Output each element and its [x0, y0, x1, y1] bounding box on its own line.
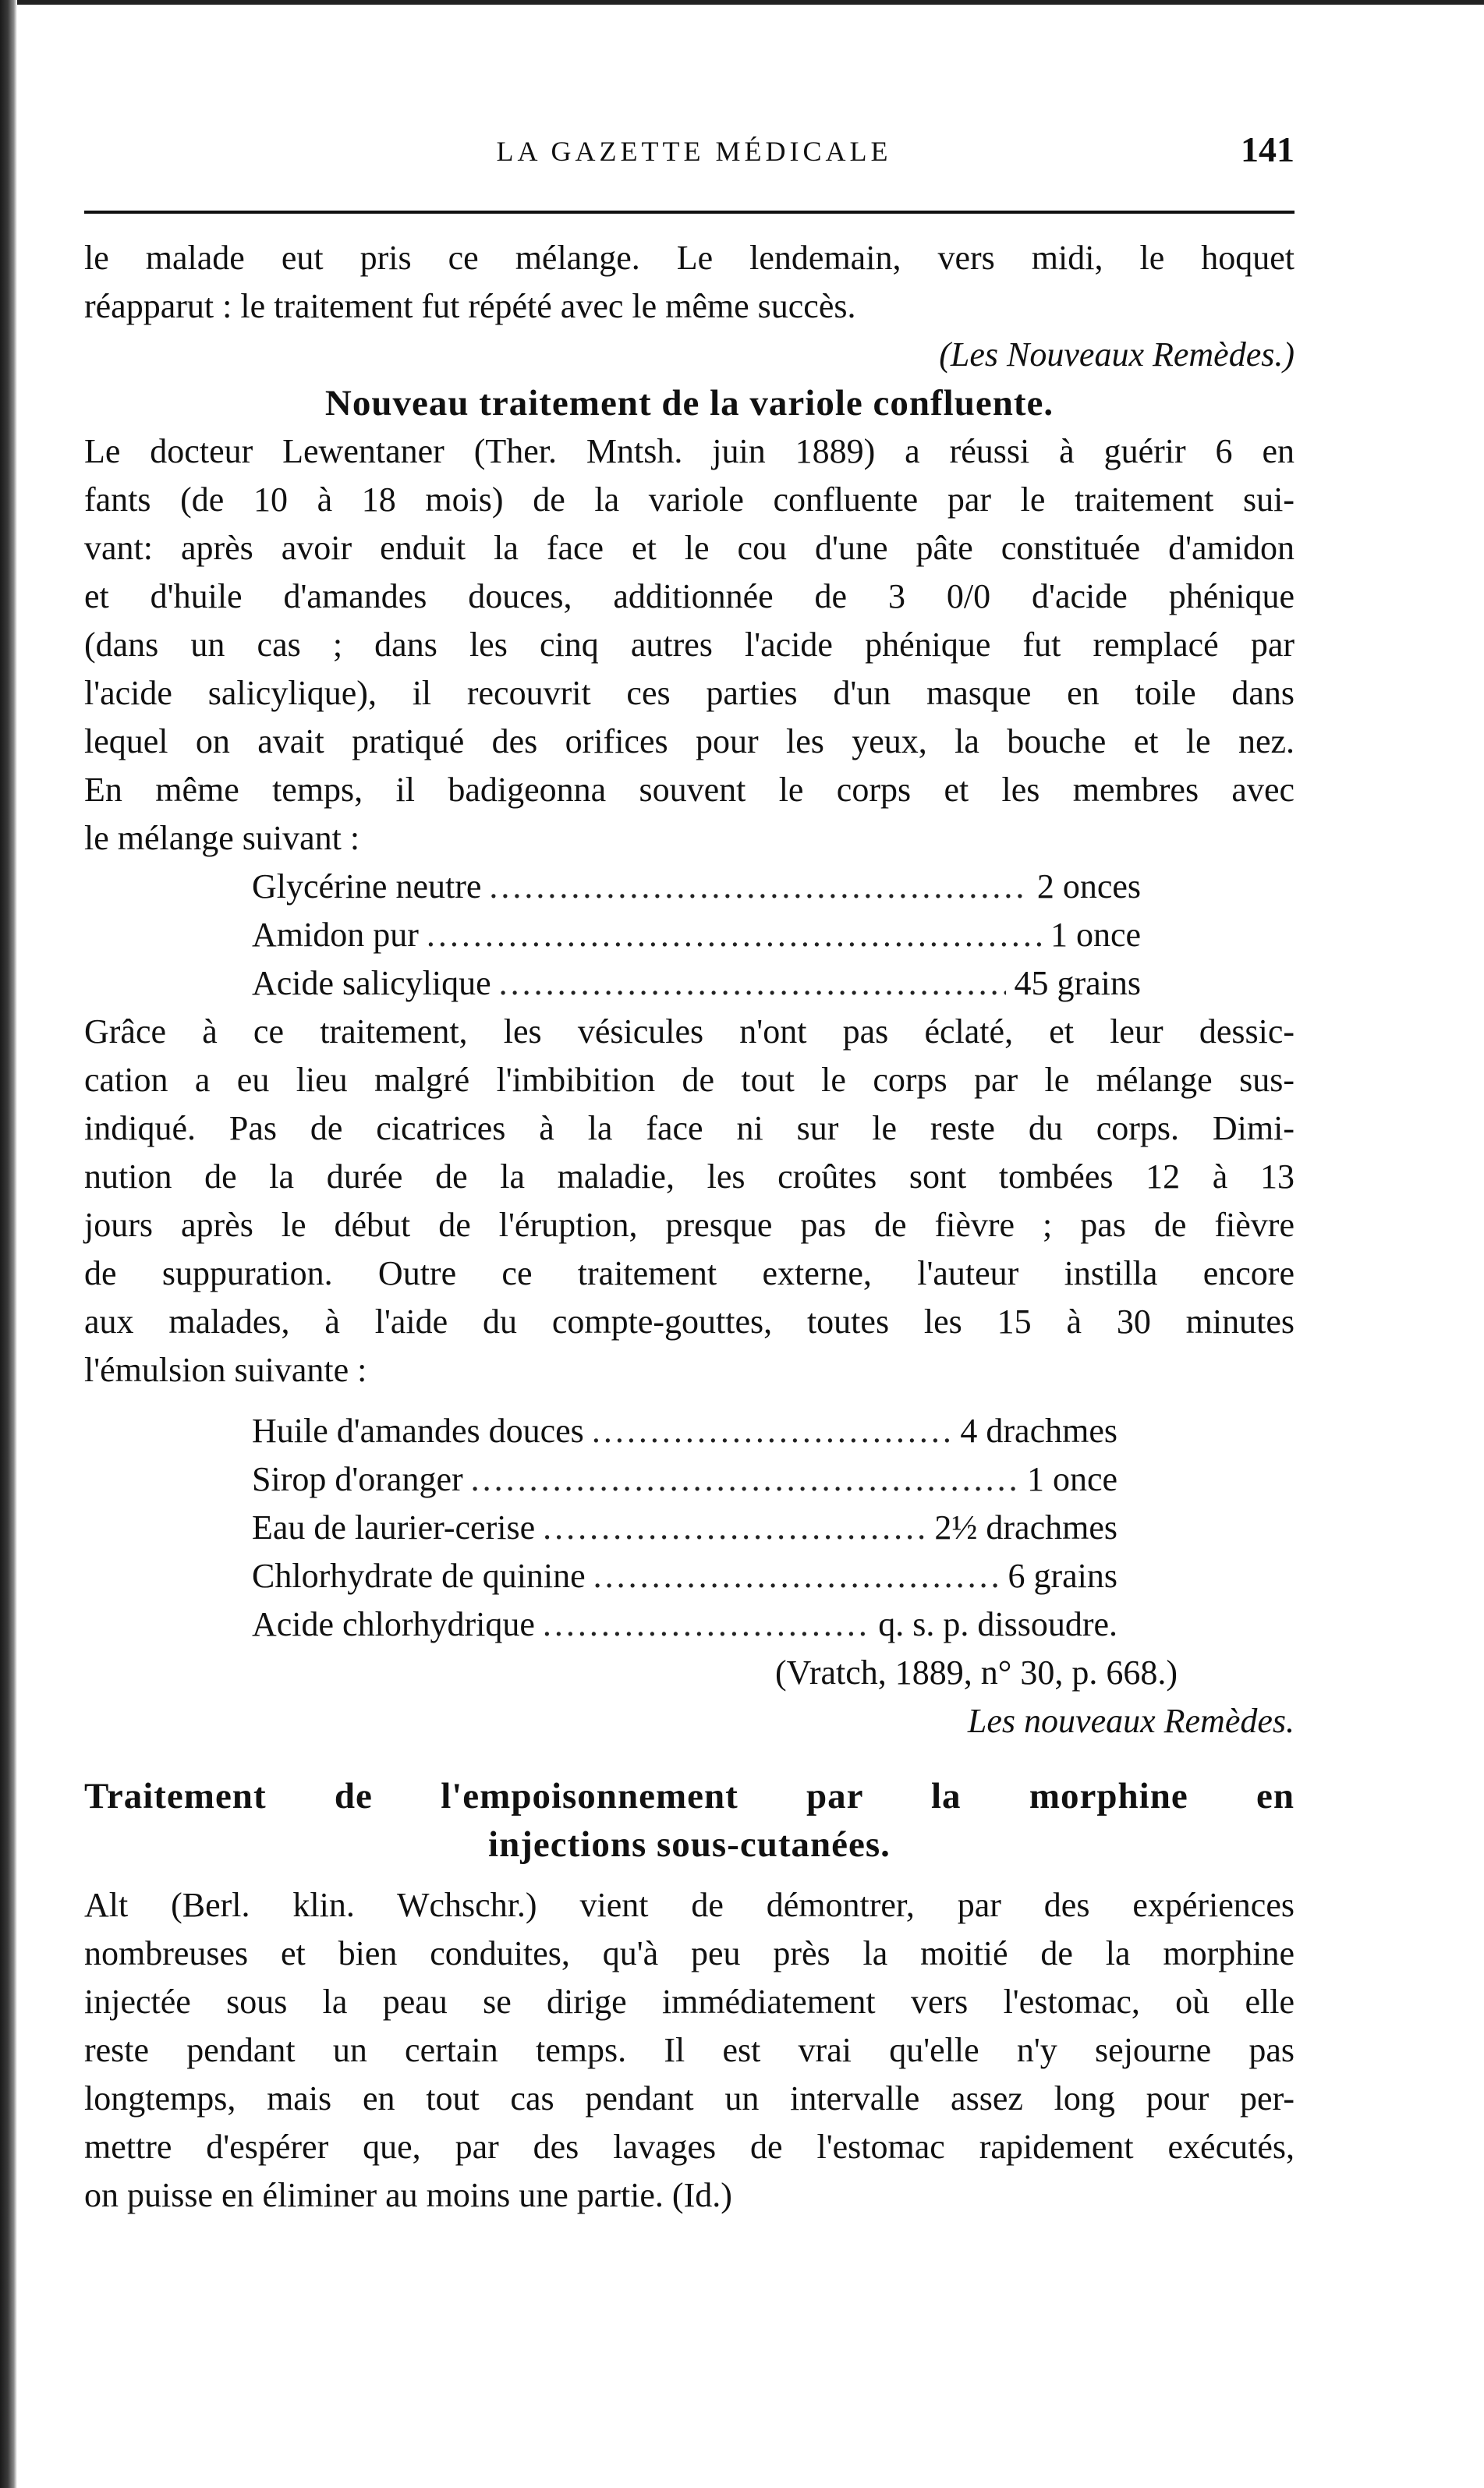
dot-leader — [489, 863, 1029, 911]
text-line: nution de la durée de la maladie, les croûtes sont tombées 12 à 13 — [84, 1157, 1295, 1196]
text-line: aux malades, à l'aide du compte-gouttes, toutes les 15 à 30 minutes — [84, 1302, 1295, 1341]
recipe-quantity: 1 once — [1050, 916, 1141, 954]
text-line: jours après le début de l'éruption, presque pas de fièvre ; pas de fièvre — [84, 1206, 1295, 1244]
source-citation: Les nouveaux Remèdes. — [967, 1702, 1295, 1740]
recipe-quantity: 45 grains — [1014, 964, 1141, 1002]
dot-leader — [499, 959, 1007, 1008]
recipe-ingredient: Amidon pur — [252, 916, 419, 954]
recipe-item — [252, 1455, 1117, 1504]
dot-leader — [543, 1504, 926, 1552]
recipe-ingredient: Eau de laurier-cerise — [252, 1508, 536, 1547]
recipe-item — [252, 1407, 1117, 1455]
text-line: (dans un cas ; dans les cinq autres l'acide phénique fut remplacé par — [84, 626, 1295, 664]
spacer — [84, 1395, 1295, 1407]
text-line: cation a eu lieu malgré l'imbibition de tout le corps par le mélange sus- — [84, 1061, 1295, 1099]
section-heading: Traitement de l'empoisonnement par la morphine en — [84, 1776, 1295, 1816]
recipe-quantity: q. s. p. dissoudre. — [878, 1605, 1117, 1643]
recipe-ingredient: Sirop d'oranger — [252, 1460, 463, 1498]
text-line: on puisse en éliminer au moins une partie. (Id.) — [84, 2176, 732, 2214]
text-line: vant: après avoir enduit la face et le cou d'une pâte constituée d'amidon — [84, 529, 1295, 567]
recipe-item — [252, 959, 1141, 1008]
text-line: l'émulsion suivante : — [84, 1351, 367, 1389]
section-heading-continued: injections sous-cutanées. — [488, 1824, 891, 1865]
text-line: le malade eut pris ce mélange. Le lendemain, vers midi, le hoquet — [84, 239, 1295, 277]
text-line: indiqué. Pas de cicatrices à la face ni sur le reste du corps. Dimi- — [84, 1109, 1295, 1147]
dot-leader — [592, 1407, 953, 1455]
dot-leader — [543, 1600, 870, 1649]
recipe-ingredient: Huile d'amandes douces — [252, 1412, 584, 1450]
text-line: mettre d'espérer que, par des lavages de l'estomac rapidement exécutés, — [84, 2128, 1295, 2166]
recipe-quantity: 2 onces — [1036, 867, 1141, 906]
recipe-ingredient: Acide salicylique — [252, 964, 491, 1002]
recipe-item — [252, 1552, 1117, 1600]
page-number: 141 — [1241, 129, 1295, 169]
dot-leader — [471, 1455, 1019, 1504]
recipe-item — [252, 1504, 1117, 1552]
spacer — [84, 1745, 1295, 1772]
section-heading: Nouveau traitement de la variole confluente. — [324, 383, 1054, 424]
header-rule — [84, 211, 1295, 214]
recipe-ingredient: Chlorhydrate de quinine — [252, 1557, 586, 1595]
source-citation: (Vratch, 1889, n° 30, p. 668.) — [775, 1653, 1178, 1692]
recipe-quantity: 6 grains — [1008, 1557, 1117, 1595]
text-line: fants (de 10 à 18 mois) de la variole confluente par le traitement sui- — [84, 480, 1295, 519]
recipe-item — [252, 1600, 1117, 1649]
recipe-item — [252, 863, 1141, 911]
text-line: de suppuration. Outre ce traitement externe, l'auteur instilla encore — [84, 1254, 1295, 1292]
running-title: LA GAZETTE MÉDICALE — [496, 136, 892, 167]
recipe-quantity: 4 drachmes — [960, 1412, 1117, 1450]
text-line: nombreuses et bien conduites, qu'à peu près la moitié de la morphine — [84, 1934, 1295, 1972]
text-line: longtemps, mais en tout cas pendant un intervalle assez long pour per- — [84, 2079, 1295, 2118]
page-content — [84, 234, 1295, 2220]
dot-leader — [593, 1552, 1001, 1600]
text-line: Alt (Berl. klin. Wchschr.) vient de démontrer, par des expériences — [84, 1886, 1295, 1924]
text-line: réapparut : le traitement fut répété avec le même succès. — [84, 287, 856, 325]
recipe-item — [252, 911, 1141, 959]
text-line: En même temps, il badigeonna souvent le corps et les membres avec — [84, 771, 1295, 809]
text-line: le mélange suivant : — [84, 819, 360, 857]
text-line: Le docteur Lewentaner (Ther. Mntsh. juin 1889) a réussi à guérir 6 en — [84, 432, 1295, 470]
recipe-quantity: 2½ drachmes — [934, 1508, 1117, 1547]
text-line: Grâce à ce traitement, les vésicules n'ont pas éclaté, et leur dessic- — [84, 1012, 1295, 1051]
text-line: injectée sous la peau se dirige immédiatement vers l'estomac, où elle — [84, 1983, 1295, 2021]
source-citation: (Les Nouveaux Remèdes.) — [939, 335, 1295, 374]
page-top-edge — [0, 0, 1484, 5]
dot-leader — [427, 911, 1043, 959]
recipe-ingredient: Acide chlorhydrique — [252, 1605, 535, 1643]
text-line: reste pendant un certain temps. Il est vrai qu'elle n'y sejourne pas — [84, 2031, 1295, 2069]
text-line: l'acide salicylique), il recouvrit ces parties d'un masque en toile dans — [84, 674, 1295, 712]
recipe-quantity: 1 once — [1026, 1460, 1117, 1498]
spacer — [84, 1869, 1295, 1881]
page-header — [94, 129, 1295, 175]
recipe-ingredient: Glycérine neutre — [252, 867, 482, 906]
text-line: et d'huile d'amandes douces, additionnée de 3 0/0 d'acide phénique — [84, 577, 1295, 615]
page-binding-edge — [0, 0, 17, 2488]
text-line: lequel on avait pratiqué des orifices pour les yeux, la bouche et le nez. — [84, 722, 1295, 760]
